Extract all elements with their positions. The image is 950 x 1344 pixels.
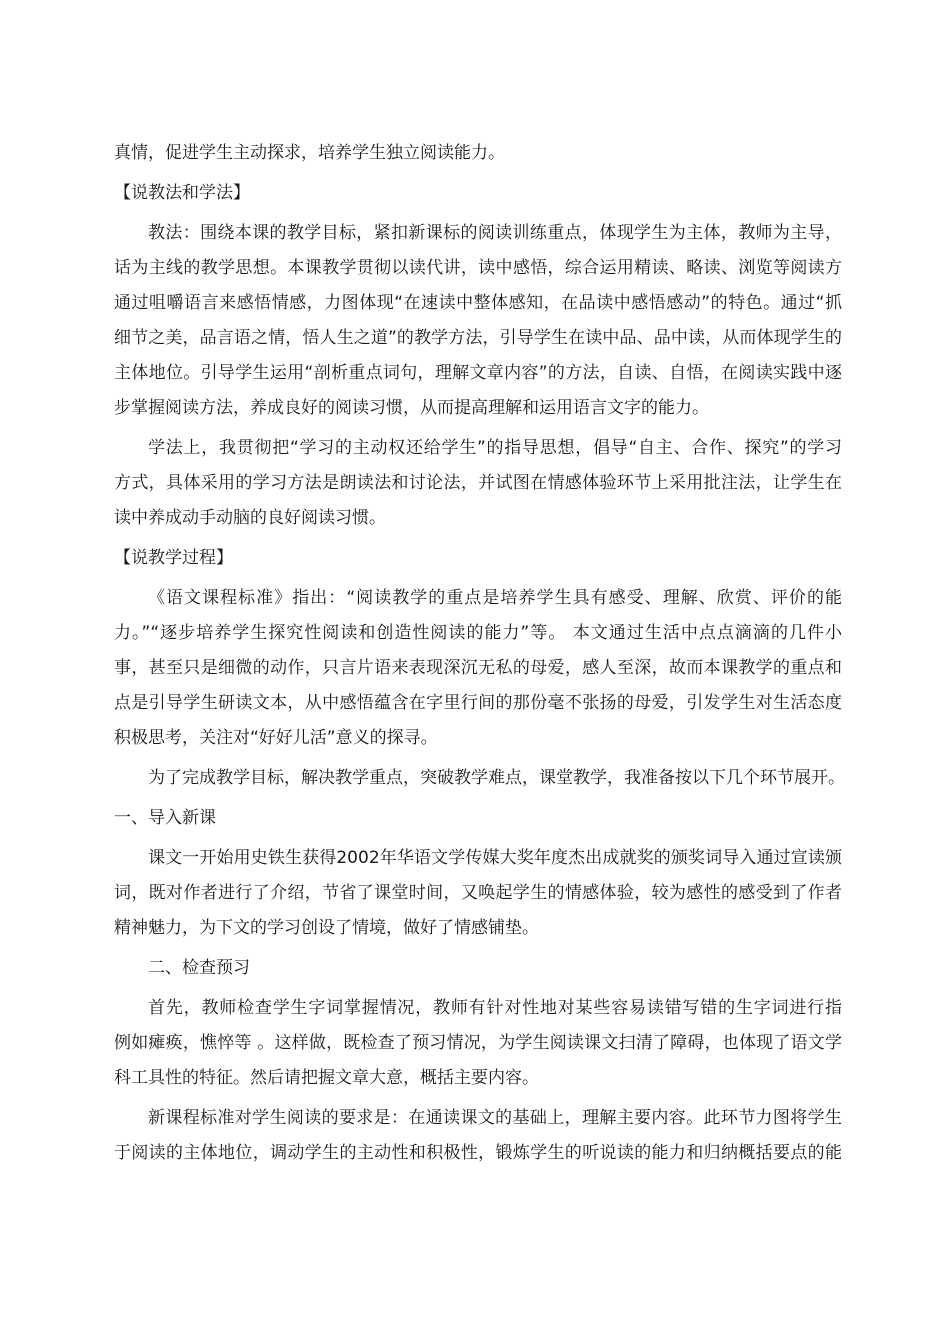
paragraph-line: 读中养成动手动脑的良好阅读习惯。 xyxy=(114,508,386,528)
process-heading: 【说教学过程】 xyxy=(114,548,233,568)
paragraph-line: 细节之美，品言语之情，悟人生之道”的教学方法，引导学生在读中品、品中读，从而体现学生的 xyxy=(114,328,842,348)
paragraph-line: 《语文课程标准》指出：“阅读教学的重点是培养学生具有感受、理解、欣赏、评价的能 xyxy=(148,588,842,608)
paragraph-line: 步掌握阅读方法，养成良好的阅读习惯，从而提高理解和运用语言文字的能力。 xyxy=(114,398,709,418)
paragraph-line: 词，既对作者进行了介绍，节省了课堂时间，又唤起学生的情感体验，较为感性的感受到了作者 xyxy=(114,883,842,903)
step-one-paragraph xyxy=(114,841,842,946)
paragraph-line: 精神魅力，为下文的学习创设了情境，做好了情感铺垫。 xyxy=(114,918,539,938)
paragraph-line: 科工具性的特征。然后请把握文章大意，概括主要内容。 xyxy=(114,1068,539,1088)
paragraph-line: 通过咀嚼语言来感悟情感，力图体现“在速读中整体感知，在品读中感悟感动”的特色。通过“抓 xyxy=(114,293,842,313)
paragraph-line: 点是引导学生研读文本，从中感悟蕴含在字里行间的那份毫不张扬的母爱，引发学生对生活态度 xyxy=(114,693,842,713)
paragraph-line: 教法：围绕本课的教学目标，紧扣新课标的阅读训练重点，体现学生为主体，教师为主导， xyxy=(148,223,842,243)
paragraph-line: 例如瘫痪，憔悴等 。这样做，既检查了预习情况，为学生阅读课文扫清了障碍，也体现了语文学 xyxy=(114,1033,842,1053)
paragraph-line: 新课程标准对学生阅读的要求是：在通读课文的基础上，理解主要内容。此环节力图将学生 xyxy=(148,1108,842,1128)
paragraph-line: 学法上，我贯彻把“学习的主动权还给学生”的指导思想，倡导“自主、合作、探究”的学习 xyxy=(148,438,842,458)
paragraph-line: 首先，教师检查学生字词掌握情况，教师有针对性地对某些容易读错写错的生字词进行指 xyxy=(148,998,842,1018)
paragraph-line: 积极思考，关注对“好好儿活”意义的探寻。 xyxy=(114,728,438,748)
paragraph-line: 课文一开始用史铁生获得2002年华语文学传媒大奖年度杰出成就奖的颁奖词导入通过宣读颁 xyxy=(148,848,842,868)
intro-tail-line: 真情，促进学生主动探求，培养学生独立阅读能力。 xyxy=(114,143,505,163)
reading-requirement-paragraph xyxy=(114,1101,842,1171)
document-body xyxy=(114,136,845,1171)
curriculum-standard-paragraph xyxy=(114,581,842,756)
paragraph-line: 主体地位。引导学生运用“剖析重点词句，理解文章内容”的方法，自读、自悟，在阅读实践中逐 xyxy=(114,363,842,383)
paragraph-line: 于阅读的主体地位，调动学生的主动性和积极性，锻炼学生的听说读的能力和归纳概括要点的能 xyxy=(114,1143,842,1163)
paragraph-line: 事，甚至只是细微的动作，只言片语来表现深沉无私的母爱，感人至深，故而本课教学的重点和 xyxy=(114,658,842,678)
teaching-method-paragraph xyxy=(114,216,842,426)
paragraph-line: 力。”“逐步培养学生探究性阅读和创造性阅读的能力”等。 本文通过生活中点点滴滴的几件小 xyxy=(114,623,842,643)
teaching-plan-line: 为了完成教学目标，解决教学重点，突破教学难点，课堂教学，我准备按以下几个环节展开。 xyxy=(148,768,845,788)
methods-heading: 【说教法和学法】 xyxy=(114,183,250,203)
learning-method-paragraph xyxy=(114,431,842,536)
paragraph-line: 方式，具体采用的学习方法是朗读法和讨论法，并试图在情感体验环节上采用批注法，让学生在 xyxy=(114,473,842,493)
paragraph-line: 话为主线的教学思想。本课教学贯彻以读代讲，读中感悟，综合运用精读、略读、浏览等阅读方 xyxy=(114,258,842,278)
step-two-heading: 二、检查预习 xyxy=(148,958,250,978)
step-one-heading: 一、导入新课 xyxy=(114,808,216,828)
preview-check-paragraph xyxy=(114,991,842,1096)
